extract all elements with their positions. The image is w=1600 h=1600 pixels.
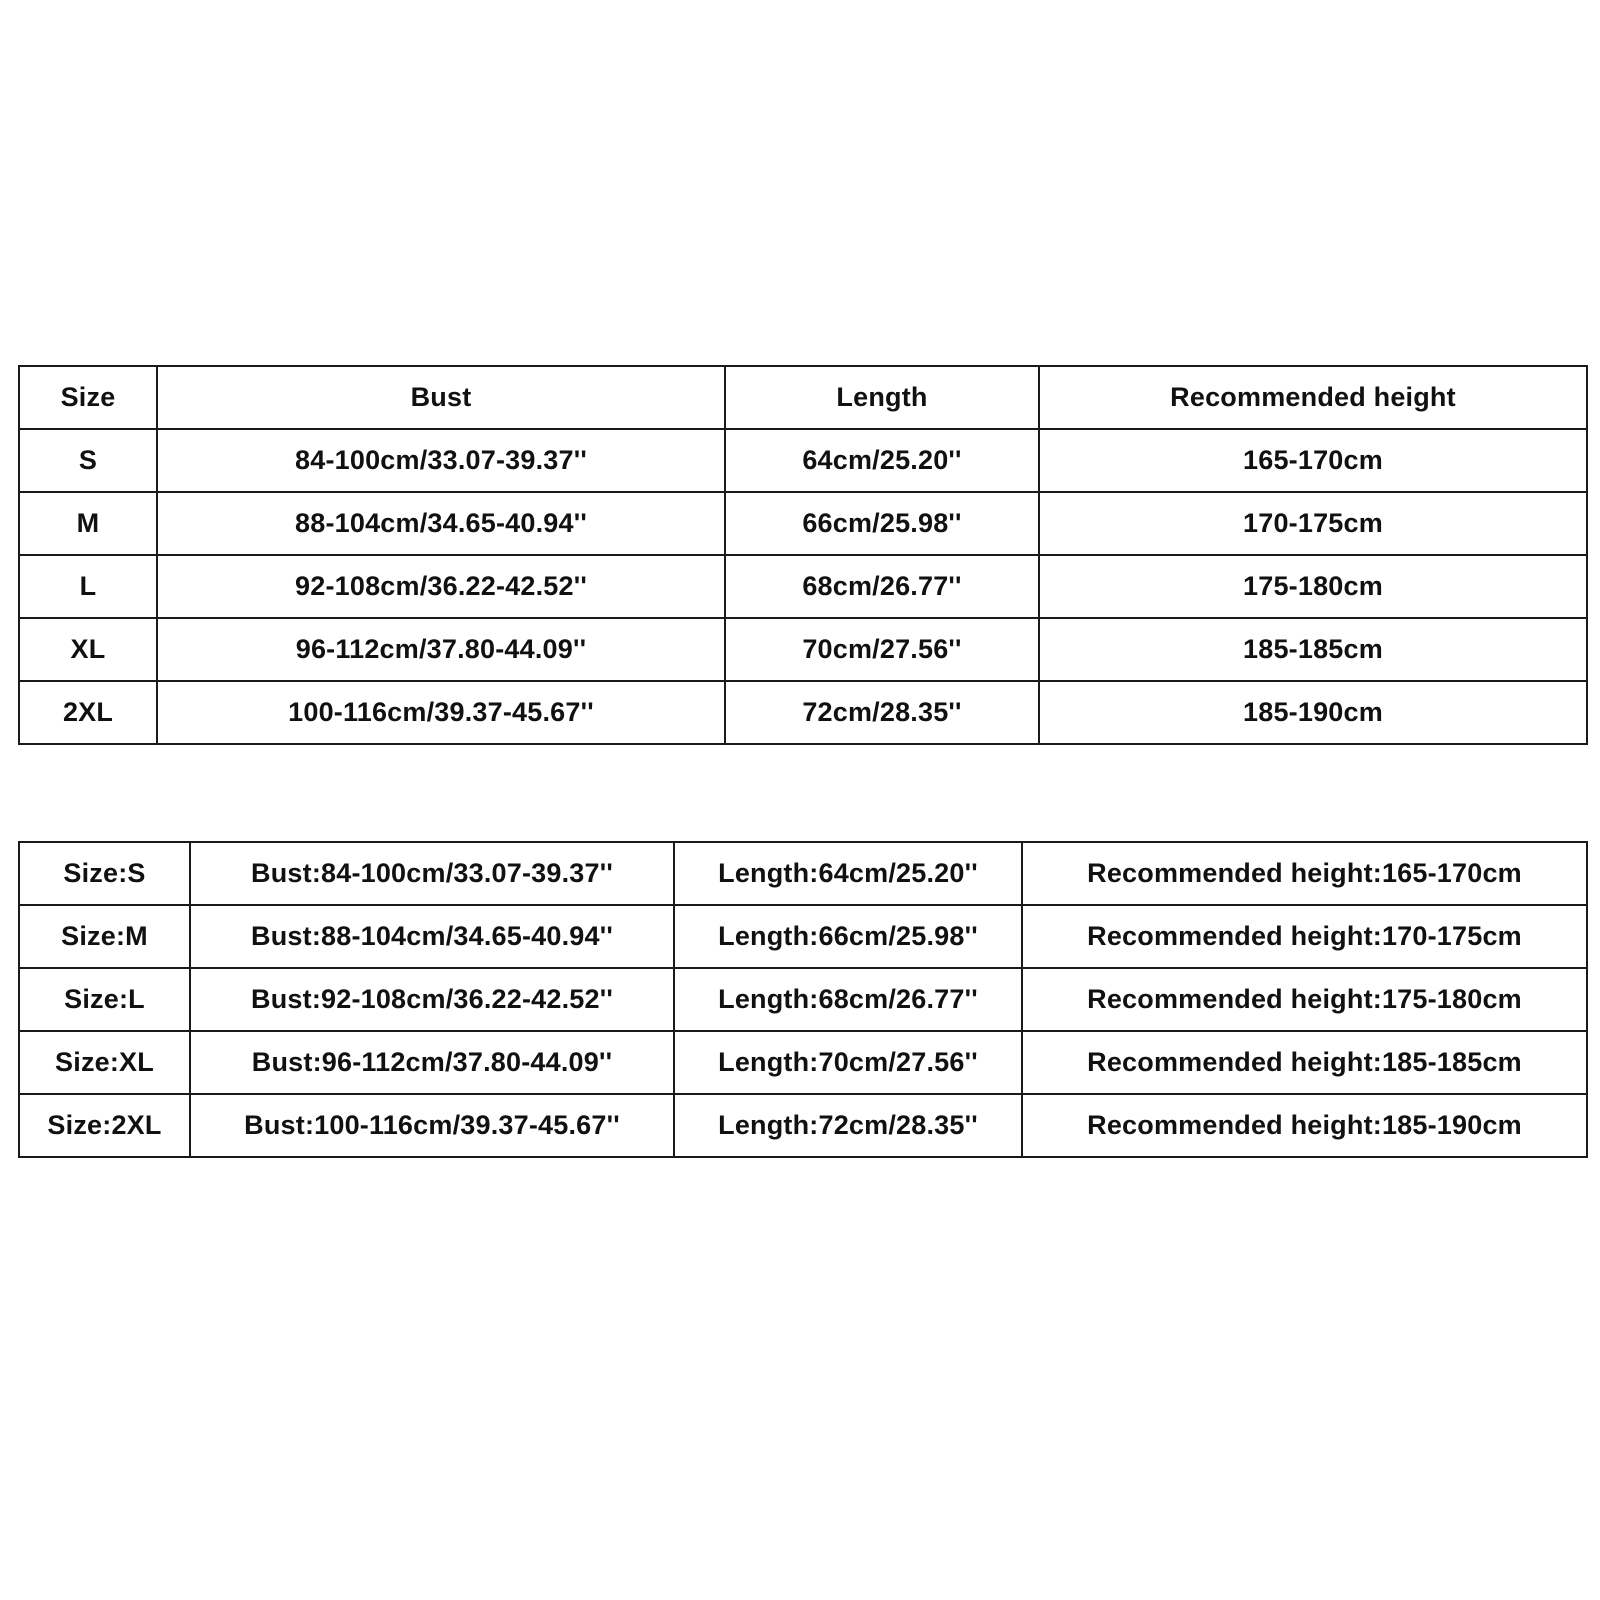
cell-length: Length:70cm/27.56'' (674, 1031, 1022, 1094)
cell-length: Length:64cm/25.20'' (674, 842, 1022, 905)
table-row (19, 905, 1587, 968)
table-row (19, 492, 1587, 555)
cell-size: Size:M (19, 905, 190, 968)
cell-bust: 96-112cm/37.80-44.09'' (157, 618, 725, 681)
cell-size: Size:XL (19, 1031, 190, 1094)
cell-bust: 92-108cm/36.22-42.52'' (157, 555, 725, 618)
cell-length: 66cm/25.98'' (725, 492, 1039, 555)
cell-recommended-height: Recommended height:170-175cm (1022, 905, 1587, 968)
cell-size: S (19, 429, 157, 492)
cell-recommended-height: Recommended height:175-180cm (1022, 968, 1587, 1031)
table-row (19, 842, 1587, 905)
cell-length: 70cm/27.56'' (725, 618, 1039, 681)
size-chart-table-columns (18, 365, 1588, 745)
cell-bust: 88-104cm/34.65-40.94'' (157, 492, 725, 555)
table-header-row (19, 366, 1587, 429)
cell-recommended-height: 185-185cm (1039, 618, 1587, 681)
size-chart-table-labeled (18, 841, 1588, 1158)
cell-bust: Bust:88-104cm/34.65-40.94'' (190, 905, 674, 968)
cell-size: XL (19, 618, 157, 681)
cell-length: 68cm/26.77'' (725, 555, 1039, 618)
cell-recommended-height: Recommended height:165-170cm (1022, 842, 1587, 905)
header-recommended-height: Recommended height (1039, 366, 1587, 429)
table-row (19, 1094, 1587, 1157)
header-size: Size (19, 366, 157, 429)
table-row (19, 429, 1587, 492)
cell-size: M (19, 492, 157, 555)
cell-bust: Bust:84-100cm/33.07-39.37'' (190, 842, 674, 905)
table-row (19, 1031, 1587, 1094)
cell-bust: Bust:92-108cm/36.22-42.52'' (190, 968, 674, 1031)
header-bust: Bust (157, 366, 725, 429)
cell-size: Size:2XL (19, 1094, 190, 1157)
cell-size: L (19, 555, 157, 618)
table-row (19, 681, 1587, 744)
table-row (19, 618, 1587, 681)
cell-length: Length:68cm/26.77'' (674, 968, 1022, 1031)
header-length: Length (725, 366, 1039, 429)
cell-recommended-height: 165-170cm (1039, 429, 1587, 492)
cell-size: 2XL (19, 681, 157, 744)
cell-bust: 100-116cm/39.37-45.67'' (157, 681, 725, 744)
cell-bust: Bust:100-116cm/39.37-45.67'' (190, 1094, 674, 1157)
cell-recommended-height: Recommended height:185-185cm (1022, 1031, 1587, 1094)
cell-length: 72cm/28.35'' (725, 681, 1039, 744)
cell-bust: 84-100cm/33.07-39.37'' (157, 429, 725, 492)
cell-bust: Bust:96-112cm/37.80-44.09'' (190, 1031, 674, 1094)
cell-size: Size:S (19, 842, 190, 905)
cell-length: Length:66cm/25.98'' (674, 905, 1022, 968)
cell-recommended-height: 170-175cm (1039, 492, 1587, 555)
cell-recommended-height: 175-180cm (1039, 555, 1587, 618)
table-row (19, 968, 1587, 1031)
cell-length: 64cm/25.20'' (725, 429, 1039, 492)
cell-length: Length:72cm/28.35'' (674, 1094, 1022, 1157)
cell-recommended-height: Recommended height:185-190cm (1022, 1094, 1587, 1157)
table-row (19, 555, 1587, 618)
cell-recommended-height: 185-190cm (1039, 681, 1587, 744)
cell-size: Size:L (19, 968, 190, 1031)
